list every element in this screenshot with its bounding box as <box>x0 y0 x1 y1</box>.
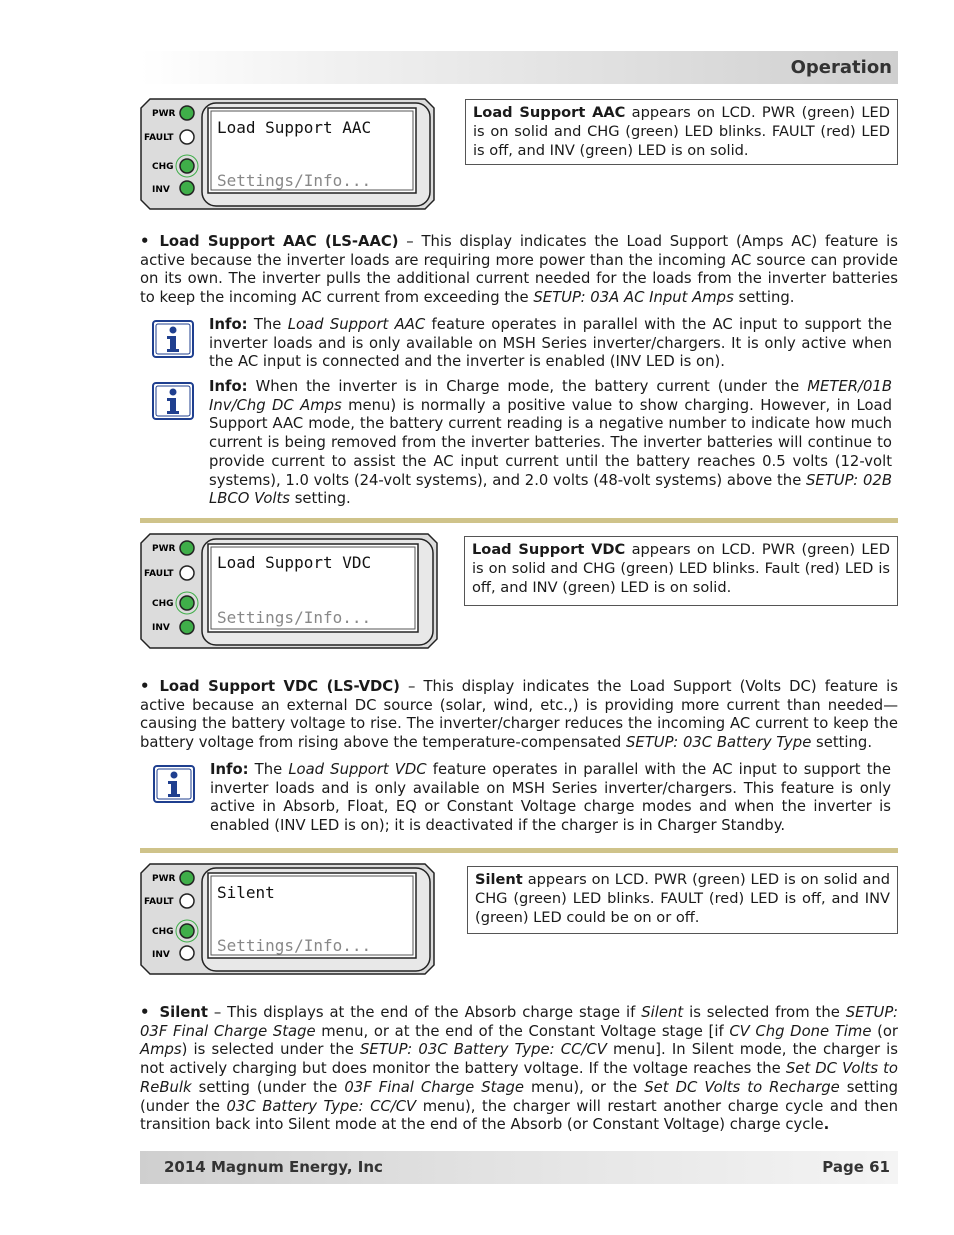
info-icon <box>153 765 195 803</box>
led-label-inv: INV <box>152 623 170 633</box>
bullet-mark: • <box>140 678 150 695</box>
lcd-description-box: Load Support VDC appears on LCD. PWR (green) LED is on solid and CHG (green) LED blinks. Fault (red) LED is off, and INV (green) LED is on solid. <box>464 536 898 606</box>
bullet-paragraph-ls-aac: • Load Support AAC (LS-AAC) – This display indicates the Load Support (Amps AC) feature is active because the inverter loads are requiring more power than the incoming AC source can provide on its own. The inverter pulls the additional current needed for the loads from the inverter batteries to keep the incoming AC current from exceeding the SETUP: 03A AC Input Amps setting. <box>140 233 898 307</box>
led-label-fault: FAULT <box>144 133 174 143</box>
page-section-title: Operation <box>790 57 892 78</box>
led-chg-green <box>180 159 194 173</box>
led-label-inv: INV <box>152 185 170 195</box>
lcd-line-1: Load Support VDC <box>217 553 372 572</box>
led-pwr-green <box>180 871 194 885</box>
led-inv-off <box>180 946 194 960</box>
led-chg-green <box>180 924 194 938</box>
led-label-pwr: PWR <box>152 874 176 884</box>
desc-text: appears on LCD. PWR (green) LED is on solid and CHG (green) LED blinks. FAULT (red) LED is off, and INV (green) LED is on solid. <box>473 104 891 159</box>
info-note: Info: The Load Support AAC feature operates in parallel with the AC input to support the inverter loads and is only available on MSH Series inverter/chargers. It is only active when the AC input is connected and the inverter is enabled (INV LED is on). <box>209 316 892 371</box>
led-inv-green <box>180 181 194 195</box>
footer-bar <box>140 1151 898 1184</box>
info-icon <box>152 382 194 420</box>
led-fault-off <box>180 894 194 908</box>
led-label-chg: CHG <box>152 927 174 937</box>
led-label-chg: CHG <box>152 162 174 172</box>
lcd-line-2: Settings/Info... <box>217 171 372 190</box>
info-note: Info: When the inverter is in Charge mode, the battery current (under the METER/01B Inv/Chg DC Amps menu) is normally a positive value to show charging. However, in Load Support AAC mode, the battery current reading is a negative number to indicate how much current is being removed from the inverter batteries. The inverter batteries will continue to provide current to assist the AC input current until the battery reaches 0.5 volts (12-volt systems), 1.0 volts (24-volt systems), and 2.0 volts (48-volt systems) above the SETUP: 02B LBCO Volts setting. <box>209 378 893 508</box>
led-label-pwr: PWR <box>152 544 176 554</box>
bullet-mark: • <box>140 1004 150 1021</box>
lcd-line-1: Silent <box>217 883 275 902</box>
info-note: Info: The Load Support VDC feature operates in parallel with the AC input to support the inverter loads and is only available on MSH Series inverter/chargers. This feature is only active in Absorb, Float, EQ or Constant Voltage charge modes and when the inverter is enabled (INV LED is on); it is deactivated if the charger is in Charger Standby. <box>210 761 891 835</box>
lcd-description-box: Silent appears on LCD. PWR (green) LED is on solid and CHG (green) LED blinks. FAULT (red) LED is off, and INV (green) LED could be on or off. <box>467 866 898 934</box>
bullet-mark: • <box>140 233 150 250</box>
section-divider <box>140 848 898 853</box>
desc-bold: Load Support AAC <box>473 104 626 121</box>
led-chg-green <box>180 596 194 610</box>
info-icon <box>152 320 194 358</box>
lcd-panel-silent <box>140 863 435 975</box>
led-pwr-green <box>180 541 194 555</box>
bullet-paragraph-ls-vdc: • Load Support VDC (LS-VDC) – This display indicates the Load Support (Volts DC) feature is active because an external DC source (solar, wind, etc.,) is providing more current than needed—causing the battery voltage to rise. The inverter/charger reduces the incoming AC current to keep the battery voltage from rising above the temperature-compensated SETUP: 03C Battery Type setting. <box>140 678 898 752</box>
led-fault-off <box>180 566 194 580</box>
lcd-description-box <box>465 99 898 165</box>
led-inv-green <box>180 620 194 634</box>
lcd-panel-load-support-aac <box>140 98 435 210</box>
section-divider <box>140 518 898 523</box>
footer-copyright: 2014 Magnum Energy, Inc <box>164 1158 383 1176</box>
led-pwr-green <box>180 106 194 120</box>
led-fault-off <box>180 130 194 144</box>
led-label-inv: INV <box>152 950 170 960</box>
led-label-fault: FAULT <box>144 897 174 907</box>
lcd-panel-load-support-vdc <box>140 533 438 649</box>
lcd-line-2: Settings/Info... <box>217 608 372 627</box>
page-number: Page 61 <box>822 1158 890 1176</box>
led-label-chg: CHG <box>152 599 174 609</box>
bullet-paragraph-silent: • Silent – This displays at the end of the Absorb charge stage if Silent is selected from the SETUP: 03F Final Charge Stage menu, or at the end of the Constant Voltage stage [if CV Chg Done Time (or Amps) is selected under the SETUP: 03C Battery Type: CC/CV menu]. In Silent mode, the charger is not actively charging but does monitor the battery voltage. If the voltage reaches the Set DC Volts to ReBulk setting (under the 03F Final Charge Stage menu), or the Set DC Volts to Recharge setting (under the 03C Battery Type: CC/CV menu), the charger will restart another charge cycle and then transition back into Silent mode at the end of the Absorb (or Constant Voltage) charge cycle. <box>140 1004 898 1134</box>
header-bar <box>140 51 898 84</box>
lcd-line-1: Load Support AAC <box>217 118 372 137</box>
led-label-pwr: PWR <box>152 109 176 119</box>
lcd-line-2: Settings/Info... <box>217 936 372 955</box>
led-label-fault: FAULT <box>144 569 174 579</box>
